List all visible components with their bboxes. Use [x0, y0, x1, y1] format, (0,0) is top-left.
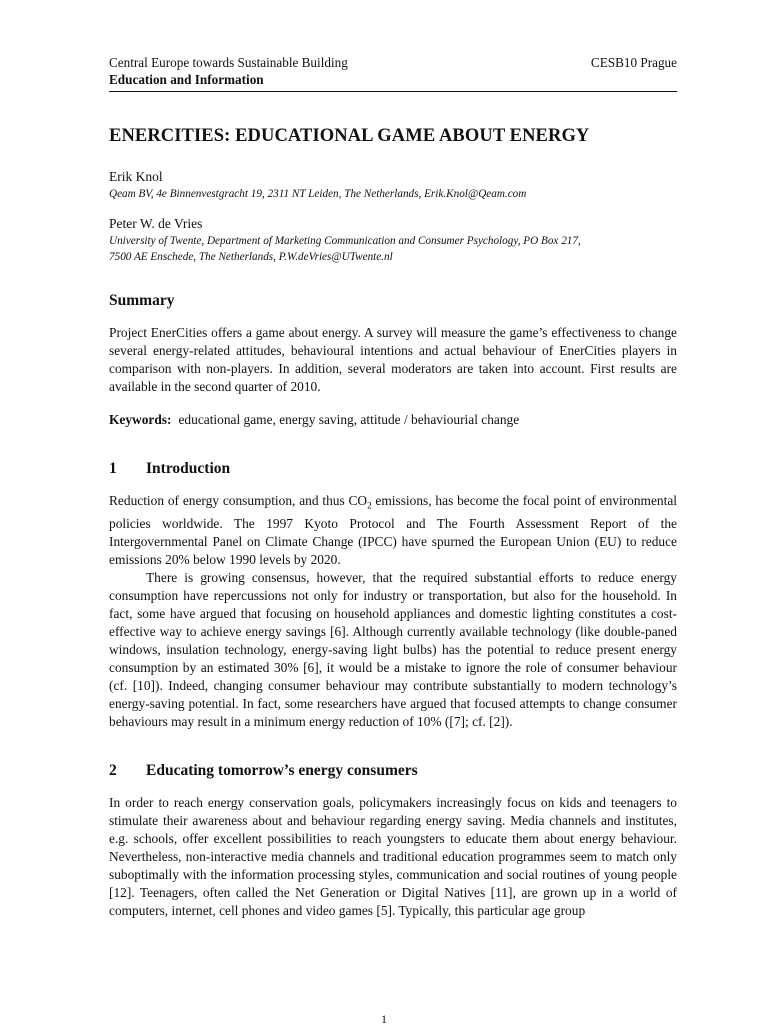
section-title: Educating tomorrow’s energy consumers: [146, 761, 418, 779]
section-title: Introduction: [146, 460, 231, 477]
section-number: 1: [109, 460, 117, 477]
paper-page: [109, 54, 677, 920]
author-name: Erik Knol: [109, 169, 163, 184]
affiliation-line: University of Twente, Department of Marketing Communication and Consumer Psychology, PO Box 217,: [109, 235, 581, 247]
body-paragraph: [109, 492, 677, 569]
paper-title: ENERCITIES: EDUCATIONAL GAME ABOUT ENERGY: [109, 126, 590, 146]
author-affiliation: [109, 233, 677, 265]
author-name: Peter W. de Vries: [109, 216, 203, 231]
author-affiliation: Qeam BV, 4e Binnenvestgracht 19, 2311 NT Leiden, The Netherlands, Erik.Knol@Qeam.com: [109, 188, 527, 200]
keywords-label: Keywords:: [109, 412, 172, 427]
summary-text: Project EnerCities offers a game about energy. A survey will measure the game’s effectiveness to change several energy-related attitudes, behavioural intentions and actual behaviour of EnerCities players in comparison with non-players. In addition, several moderators are taken into account. First results are available in the second quarter of 2010.: [109, 325, 677, 394]
summary-heading: Summary: [109, 292, 175, 309]
header-venue: CESB10 Prague: [590, 55, 677, 70]
header-track: Education and Information: [109, 72, 264, 87]
section-heading: [109, 761, 677, 781]
header-conference: Central Europe towards Sustainable Building: [109, 55, 348, 70]
keywords-line: [109, 411, 677, 429]
header-rule: [109, 91, 677, 92]
affiliation-line: 7500 AE Enschede, The Netherlands, P.W.deVries@UTwente.nl: [109, 251, 393, 263]
section-heading: [109, 459, 677, 479]
text-run: emissions, has become the focal point of environmental policies worldwide. The 1997 Kyoto Protocol and The Fourth Assessment Report of the Intergovernmental Panel on Climate Change (IPCC) have spurned the European Union (EU) to reduce emissions 20% below 1990 levels by 2020.: [109, 493, 677, 567]
running-header: [109, 54, 677, 71]
body-paragraph: There is growing consensus, however, that the required substantial efforts to reduce energy consumption have repercussions not only for industry or transportation, but also for the household. In fact, some have argued that focusing on household appliances and domestic lighting constitutes a cost-effective way to achieve energy savings [6]. Although currently available technology (like double-paned windows, insulation technology, energy-saving light bulbs) has the potential to reduce present energy consumption by an estimated 30% [6], it would be a mistake to ignore the role of consumer behaviour (cf. [10]). Indeed, changing consumer behaviour may contribute substantially to modern technology’s energy-saving potential. In fact, some researchers have argued that focused attempts to change consumer behaviours may result in a minimum energy reduction of 10% ([7]; cf. [2]).: [109, 569, 677, 729]
body-paragraph: In order to reach energy conservation goals, policymakers increasingly focus on kids and teenagers to stimulate their awareness about and behaviour regarding energy saving. Media channels and institutes, e.g. schools, offer excellent possibilities to reach youngsters to educate them about energy behaviour. Nevertheless, non-interactive media channels and traditional education programmes seem to match only suboptimally with the information processing styles, communication and social routines of young people [12]. Teenagers, often called the Net Generation or Digital Natives [11], are grown up in a world of computers, internet, cell phones and video games [5]. Typically, this particular age group: [109, 794, 677, 918]
keywords-text: educational game, energy saving, attitude / behaviourial change: [178, 412, 520, 427]
text-run: Reduction of energy consumption, and thus CO: [109, 493, 368, 508]
page-number: 1: [381, 1012, 387, 1026]
subscript: 2: [367, 500, 372, 511]
section-number: 2: [109, 761, 117, 779]
